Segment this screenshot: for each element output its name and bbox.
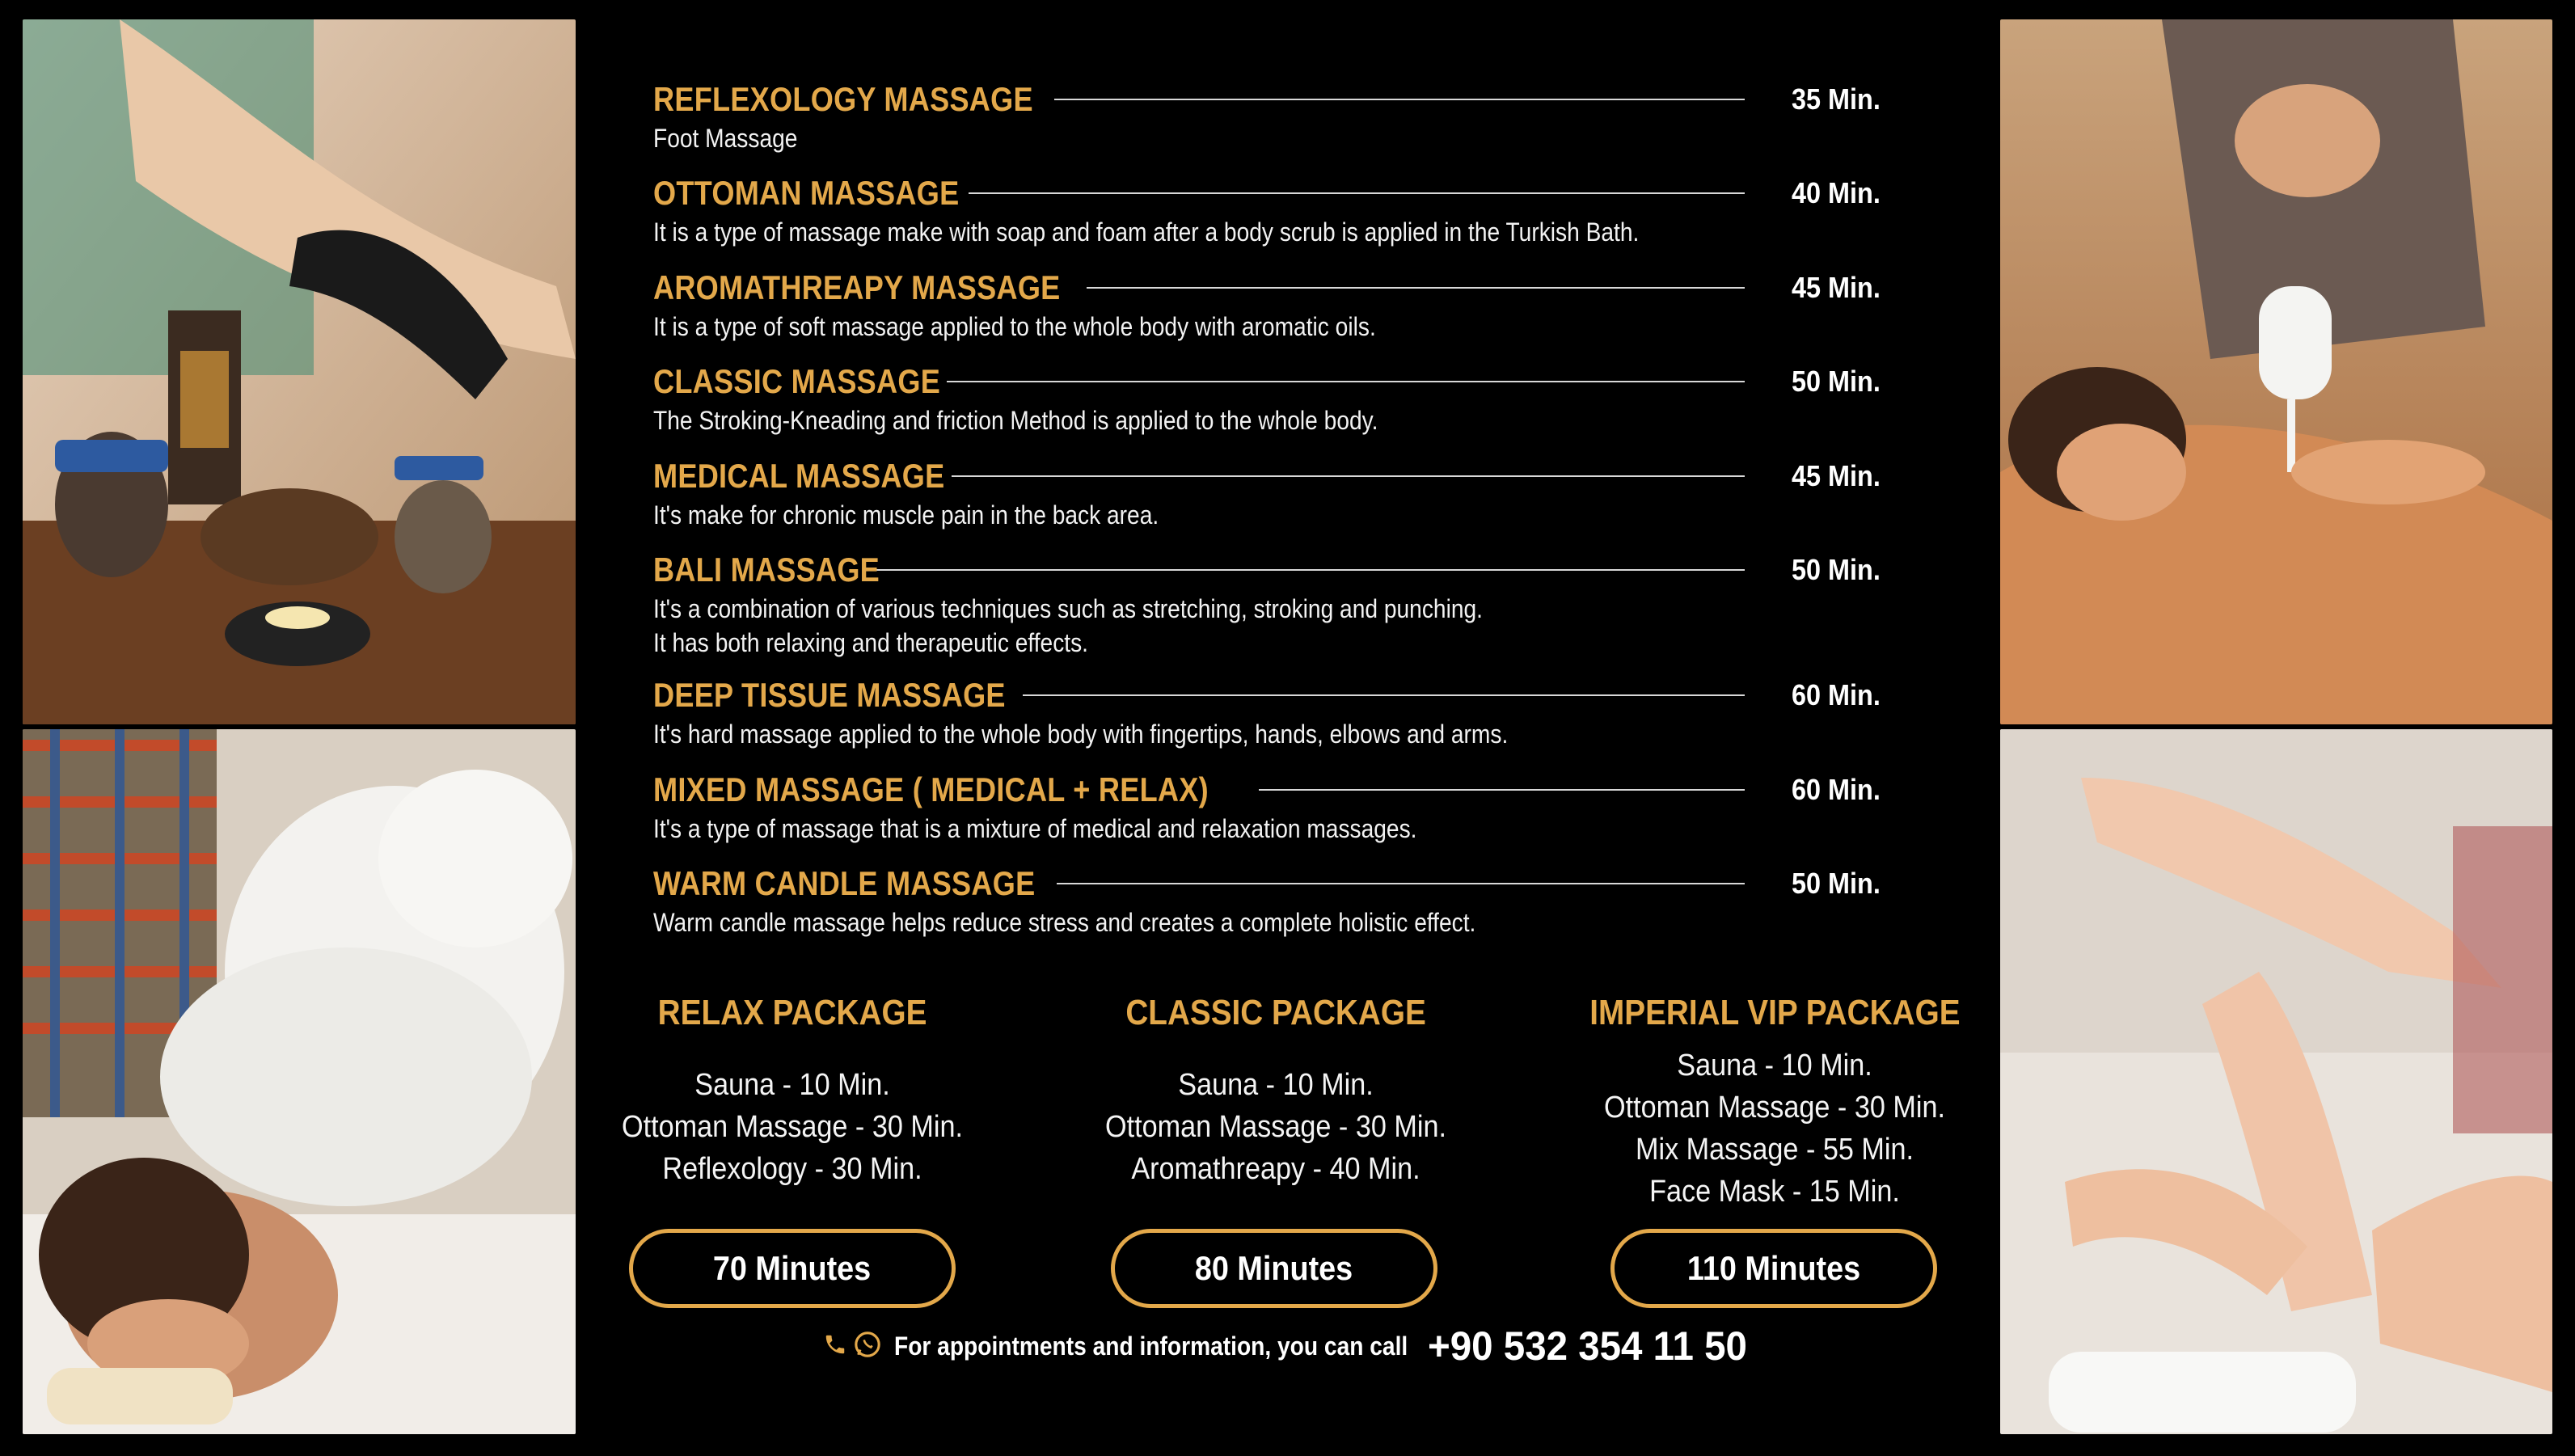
- service-item: [653, 266, 1882, 360]
- service-item: [653, 454, 1882, 548]
- photo-spa-products: [23, 19, 576, 724]
- service-title: AROMATHREAPY MASSAGE: [653, 268, 1061, 306]
- divider-line: [952, 475, 1745, 477]
- package-line: Sauna - 10 Min.: [1178, 1068, 1374, 1102]
- service-description: It's a type of massage that is a mixture of medical and relaxation massages.: [653, 814, 1417, 843]
- package-title: RELAX PACKAGE: [657, 993, 927, 1032]
- service-description: It's hard massage applied to the whole body with fingertips, hands, elbows and arms.: [653, 720, 1509, 749]
- whatsapp-icon: [854, 1331, 881, 1362]
- massage-menu: [653, 78, 1882, 956]
- package-total: 110 Minutes: [1686, 1249, 1861, 1287]
- service-description: Warm candle massage helps reduce stress and creates a complete holistic effect.: [653, 908, 1476, 937]
- service-item: [653, 360, 1882, 454]
- service-description: The Stroking-Kneading and friction Method is applied to the whole body.: [653, 406, 1378, 435]
- service-duration: 60 Min.: [1792, 678, 1881, 711]
- service-duration: 40 Min.: [1792, 176, 1881, 209]
- package-title: IMPERIAL VIP PACKAGE: [1589, 993, 1961, 1032]
- service-duration: 35 Min.: [1792, 82, 1881, 116]
- package-total: 80 Minutes: [1195, 1249, 1353, 1287]
- service-title: MEDICAL MASSAGE: [653, 457, 945, 495]
- service-item: [653, 673, 1882, 768]
- package-line: Reflexology - 30 Min.: [662, 1152, 922, 1186]
- service-item: [653, 78, 1882, 171]
- service-duration: 60 Min.: [1792, 773, 1881, 806]
- package-line: Aromathreapy - 40 Min.: [1131, 1152, 1420, 1186]
- service-item: [653, 768, 1882, 862]
- service-duration: 45 Min.: [1792, 271, 1881, 304]
- service-title: REFLEXOLOGY MASSAGE: [653, 80, 1033, 118]
- relax-package: [582, 993, 1003, 1190]
- divider-line: [947, 381, 1745, 382]
- package-line: Sauna - 10 Min.: [1677, 1049, 1872, 1083]
- imperial-package-duration: [1610, 1229, 1937, 1308]
- service-item: [653, 171, 1882, 266]
- package-line: Ottoman Massage - 30 Min.: [1105, 1110, 1446, 1144]
- relax-package-duration: [629, 1229, 956, 1308]
- package-line: Mix Massage - 55 Min.: [1635, 1133, 1914, 1167]
- service-title: WARM CANDLE MASSAGE: [653, 864, 1036, 902]
- service-duration: 50 Min.: [1792, 365, 1881, 398]
- imperial-vip-package: [1564, 993, 1985, 1213]
- photo-foot-reflexology: [2000, 729, 2552, 1434]
- service-item: [653, 548, 1882, 673]
- classic-package-duration: [1111, 1229, 1437, 1308]
- service-title: OTTOMAN MASSAGE: [653, 174, 960, 212]
- service-duration: 50 Min.: [1792, 553, 1881, 586]
- divider-line: [969, 192, 1745, 194]
- service-title: BALI MASSAGE: [653, 551, 880, 589]
- service-description: Foot Massage: [653, 124, 798, 153]
- package-line: Sauna - 10 Min.: [694, 1068, 890, 1102]
- service-title: MIXED MASSAGE ( MEDICAL + RELAX): [653, 770, 1209, 808]
- package-line: Ottoman Massage - 30 Min.: [622, 1110, 963, 1144]
- phone-number[interactable]: +90 532 354 11 50: [1428, 1323, 1747, 1369]
- service-description: It is a type of soft massage applied to the whole body with aromatic oils.: [653, 312, 1376, 341]
- service-description: It is a type of massage make with soap and foam after a body scrub is applied in the Turkish Bath.: [653, 217, 1640, 247]
- service-title: CLASSIC MASSAGE: [653, 362, 941, 400]
- divider-line: [876, 569, 1745, 571]
- divider-line: [1087, 287, 1746, 289]
- classic-package: [1066, 993, 1486, 1190]
- service-description: It's a combination of various techniques such as stretching, stroking and punching.: [653, 594, 1483, 623]
- contact-text: For appointments and information, you can call: [894, 1331, 1408, 1361]
- package-total: 70 Minutes: [713, 1249, 872, 1287]
- photo-oil-massage: [2000, 19, 2552, 724]
- contact-line: [823, 1323, 1764, 1369]
- divider-line: [1259, 789, 1745, 791]
- divider-line: [1054, 99, 1745, 100]
- service-description: It's make for chronic muscle pain in the back area.: [653, 500, 1159, 530]
- photo-foam-massage: [23, 729, 576, 1434]
- service-duration: 50 Min.: [1792, 867, 1881, 900]
- service-duration: 45 Min.: [1792, 459, 1881, 492]
- phone-icon: [823, 1331, 847, 1362]
- divider-line: [1023, 694, 1745, 696]
- package-line: Face Mask - 15 Min.: [1649, 1175, 1900, 1209]
- package-line: Ottoman Massage - 30 Min.: [1604, 1091, 1945, 1125]
- divider-line: [1057, 883, 1745, 884]
- package-title: CLASSIC PACKAGE: [1125, 993, 1426, 1032]
- service-item: [653, 862, 1882, 956]
- service-title: DEEP TISSUE MASSAGE: [653, 676, 1006, 714]
- service-description: It has both relaxing and therapeutic effects.: [653, 628, 1088, 657]
